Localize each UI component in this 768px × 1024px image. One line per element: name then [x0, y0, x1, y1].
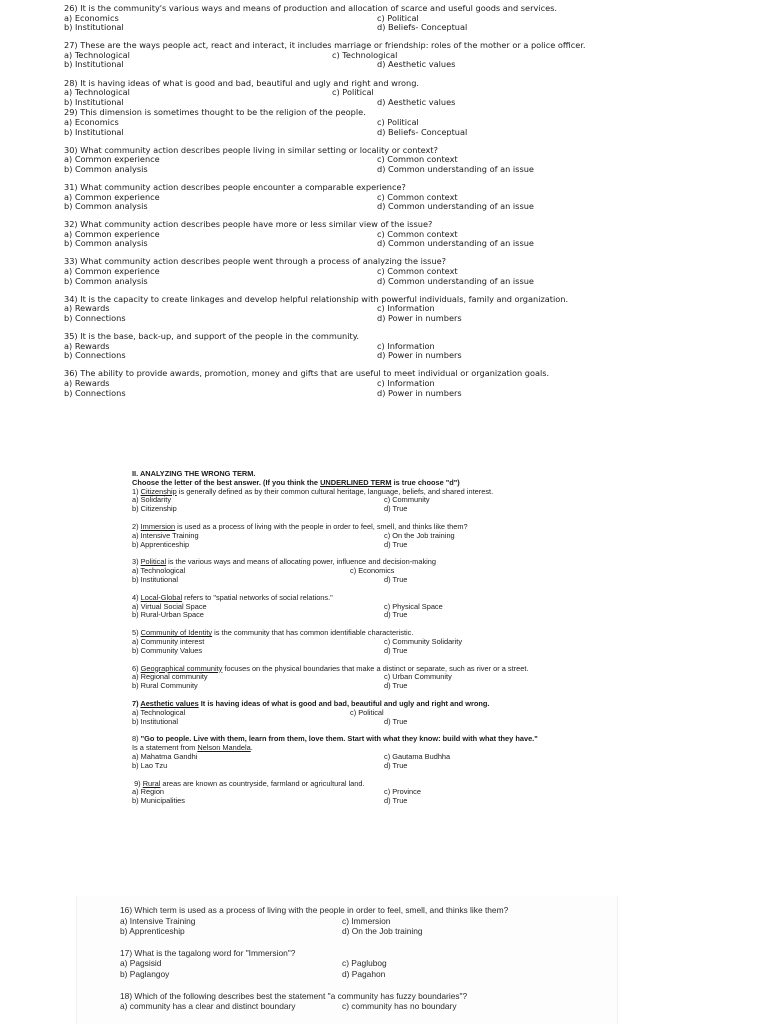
- item-number: 2): [132, 521, 141, 531]
- choice-a: a) Virtual Social Space: [132, 601, 207, 611]
- choice-d: d) True: [384, 539, 408, 549]
- underlined-term: Community of Identity: [140, 628, 213, 638]
- section-title: II. ANALYZING THE WRONG TERM.: [132, 469, 256, 478]
- choice-a: a) Mahatma Gandhi: [132, 751, 198, 761]
- item-2: [132, 523, 672, 549]
- underlined-term: Geographical community: [140, 663, 223, 673]
- choice-b: b) Common analysis: [64, 275, 148, 286]
- choice-c: c) Province: [384, 787, 421, 797]
- choice-a: a) Economics: [64, 116, 119, 127]
- choice-a: a) Regional community: [132, 672, 208, 682]
- item-text: is generally defined as by their common cultural heritage, language, beliefs, and shared interest.: [176, 486, 494, 496]
- item-1: [132, 488, 672, 514]
- choice-d: d) Common understanding of an issue: [377, 275, 534, 286]
- question-33: [64, 257, 704, 286]
- choice-a: a) Rewards: [64, 303, 110, 314]
- choice-a: a) Technological: [64, 87, 130, 98]
- item-stem: [132, 700, 672, 709]
- choice-b: b) Rural Community: [132, 681, 198, 691]
- question-stem: 26) It is the community's various ways and means of production and allocation of scarce and useful goods and services.: [64, 3, 557, 13]
- choice-c: c) Political: [377, 12, 419, 23]
- choice-d: d) Beliefs- Conceptual: [377, 22, 468, 33]
- multiple-choice-section-3: [120, 905, 600, 1023]
- choice-d: d) Common understanding of an issue: [377, 201, 534, 212]
- quote-text: "Go to people. Live with them, learn from them, love them. Start with what they know: build with what they have.": [140, 734, 538, 744]
- item-number: 4): [132, 592, 141, 602]
- choice-c: c) Paglubog: [342, 958, 387, 969]
- item-number: 7): [132, 698, 141, 708]
- choice-d: d) Pagahon: [342, 968, 386, 979]
- item-text: is used as a process of living with the people in order to feel, smell, and thinks like them?: [175, 521, 468, 531]
- choice-a: a) community has a clear and distinct boundary: [120, 1001, 296, 1012]
- choice-c: c) Community: [384, 495, 430, 505]
- choice-c: c) Economics: [350, 566, 395, 576]
- choice-c: c) Common context: [377, 154, 458, 165]
- question-18: [120, 991, 600, 1012]
- question-34: [64, 295, 704, 324]
- choice-c: c) Urban Community: [384, 672, 452, 682]
- question-17: [120, 948, 600, 980]
- item-number: 3): [132, 557, 141, 567]
- choice-a: a) Technological: [132, 566, 186, 576]
- item-number: 6): [132, 663, 141, 673]
- choice-d: d) True: [384, 610, 408, 620]
- choice-a: a) Common experience: [64, 191, 160, 202]
- question-stem: 18) Which of the following describes best the statement "a community has fuzzy boundaries"?: [120, 990, 468, 1001]
- choice-c: c) Common context: [377, 266, 458, 277]
- choice-d: d) Aesthetic values: [377, 59, 456, 70]
- choice-a: a) Common experience: [64, 228, 160, 239]
- choice-b: b) Rural-Urban Space: [132, 610, 204, 620]
- choice-b: b) Institutional: [64, 126, 124, 137]
- choice-b: b) Apprenticeship: [120, 926, 185, 937]
- choice-c: c) On the Job training: [384, 530, 455, 540]
- question-28: [64, 79, 704, 108]
- underlined-term: Rural: [142, 778, 161, 788]
- item-text: areas are known as countryside, farmland or agricultural land.: [160, 778, 365, 788]
- choice-a: a) Intensive Training: [132, 530, 199, 540]
- choice-b: b) Apprenticeship: [132, 539, 190, 549]
- choice-b: b) Community Values: [132, 645, 203, 655]
- choice-c: c) Common context: [377, 228, 458, 239]
- item-9: [132, 780, 672, 806]
- choice-a: a) Technological: [132, 707, 186, 717]
- choice-c: c) Immersion: [342, 915, 391, 926]
- choice-b: b) Common analysis: [64, 201, 148, 212]
- choice-c: c) Political: [350, 707, 384, 717]
- question-stem: 30) What community action describes people living in similar setting or locality or context?: [64, 144, 438, 155]
- choice-d: d) True: [384, 716, 408, 726]
- choice-a: a) Solidarity: [132, 495, 172, 505]
- choice-c: c) Information: [377, 340, 435, 351]
- choice-d: d) Common understanding of an issue: [377, 238, 534, 249]
- choice-b: b) Municipalities: [132, 796, 185, 806]
- choice-c: c) Information: [377, 303, 435, 314]
- item-8: [132, 735, 672, 770]
- question-26: [64, 4, 704, 33]
- item-5: [132, 629, 672, 655]
- choice-a: a) Pagsisid: [120, 958, 162, 969]
- choice-c: c) Community Solidarity: [384, 636, 463, 646]
- choice-b: b) Institutional: [132, 716, 179, 726]
- item-text: refers to "spatial networks of social relations.": [182, 592, 333, 602]
- choice-b: b) Connections: [64, 350, 126, 361]
- choice-d: d) True: [384, 681, 408, 691]
- instructions-text-end: is true choose "d"): [391, 477, 460, 487]
- item-text: focuses on the physical boundaries that make a distinct or separate, such as river or a street.: [222, 663, 529, 673]
- choice-a: a) Technological: [64, 49, 130, 60]
- choice-a: a) Common experience: [64, 266, 160, 277]
- choice-d: d) True: [384, 796, 408, 806]
- question-stem: 33) What community action describes people went through a process of analyzing the issue?: [64, 256, 447, 267]
- choice-a: a) Rewards: [64, 377, 110, 388]
- question-stem: 32) What community action describes people have more or less similar view of the issue?: [64, 219, 433, 230]
- question-30: [64, 146, 704, 175]
- question-27: [64, 41, 704, 70]
- item-3: [132, 558, 672, 584]
- choice-d: d) Common understanding of an issue: [377, 163, 534, 174]
- item-text: It is having ideas of what is good and bad, beautiful and ugly and right and wrong.: [198, 698, 490, 708]
- choice-c: c) Political: [377, 116, 419, 127]
- choice-b: b) Institutional: [64, 22, 124, 33]
- question-29: [64, 108, 704, 137]
- instructions-underlined-term: UNDERLINED TERM: [320, 477, 392, 487]
- choice-b: b) Institutional: [64, 59, 124, 70]
- choice-c: c) Information: [377, 377, 435, 388]
- underlined-term: Nelson Mandela: [197, 743, 251, 753]
- item-number: 8): [132, 734, 141, 744]
- item-number: 5): [132, 628, 141, 638]
- choice-d: d) Beliefs- Conceptual: [377, 126, 468, 137]
- underlined-term: Political: [140, 557, 167, 567]
- choice-c: c) community has no boundary: [342, 1001, 457, 1012]
- choice-a: a) Common experience: [64, 154, 160, 165]
- item-6: [132, 665, 672, 691]
- item-stem: [132, 558, 672, 567]
- underlined-term: Citizenship: [140, 486, 177, 496]
- question-stem: 36) The ability to provide awards, promotion, money and gifts that are useful to meet individual or organization goals.: [64, 368, 550, 379]
- choice-d: d) On the Job training: [342, 926, 423, 937]
- question-stem: 31) What community action describes people encounter a comparable experience?: [64, 181, 406, 192]
- choice-d: d) True: [384, 645, 408, 655]
- underlined-term: Local-Global: [140, 592, 183, 602]
- question-35: [64, 332, 704, 361]
- choice-c: c) Gautama Budhha: [384, 751, 451, 761]
- question-32: [64, 220, 704, 249]
- choice-a: a) Intensive Training: [120, 915, 196, 926]
- choice-a: a) Region: [132, 787, 165, 797]
- choice-b: b) Common analysis: [64, 163, 148, 174]
- choice-c: c) Common context: [377, 191, 458, 202]
- item-7: [132, 700, 672, 726]
- choice-b: b) Lao Tzu: [132, 760, 168, 770]
- question-stem: 29) This dimension is sometimes thought to be the religion of the people.: [64, 107, 366, 118]
- choice-b: b) Paglangoy: [120, 968, 170, 979]
- item-4: [132, 594, 672, 620]
- choice-a: a) Community interest: [132, 636, 205, 646]
- choice-d: d) Power in numbers: [377, 387, 462, 398]
- choice-a: a) Rewards: [64, 340, 110, 351]
- choice-b: b) Institutional: [64, 96, 124, 107]
- choice-b: b) Citizenship: [132, 504, 177, 514]
- choice-d: d) Power in numbers: [377, 350, 462, 361]
- choice-c: c) Political: [332, 87, 374, 98]
- item-text-end: .: [250, 743, 253, 753]
- choice-c: c) Technological: [332, 49, 398, 60]
- item-text: is the various ways and means of allocating power, influence and decision-making: [166, 557, 437, 567]
- question-stem: 17) What is the tagalong word for "Immersion"?: [120, 947, 296, 958]
- item-text: is the community that has common identifiable characteristic.: [212, 628, 414, 638]
- question-36: [64, 369, 704, 398]
- question-stem: 16) Which term is used as a process of living with the people in order to feel, smell, and thinks like them?: [120, 905, 509, 915]
- choice-b: b) Institutional: [132, 574, 179, 584]
- multiple-choice-section-1: [64, 4, 704, 407]
- question-stem: 34) It is the capacity to create linkages and develop helpful relationship with powerful individuals, family and organization.: [64, 293, 569, 304]
- item-number: 9): [134, 778, 143, 788]
- question-stem: 35) It is the base, back-up, and support of the people in the community.: [64, 331, 359, 342]
- choice-d: d) True: [384, 574, 408, 584]
- choice-d: d) True: [384, 504, 408, 514]
- choice-d: d) Power in numbers: [377, 312, 462, 323]
- underlined-term: Aesthetic values: [140, 698, 199, 708]
- choice-d: d) Aesthetic values: [377, 96, 456, 107]
- item-number: 1): [132, 486, 141, 496]
- item-text: Is a statement from: [132, 743, 198, 753]
- choice-a: a) Economics: [64, 12, 119, 23]
- choice-b: b) Common analysis: [64, 238, 148, 249]
- choice-d: d) True: [384, 760, 408, 770]
- question-stem: 28) It is having ideas of what is good and bad, beautiful and ugly and right and wrong.: [64, 77, 420, 88]
- question-16: [120, 905, 600, 937]
- choice-c: c) Physical Space: [384, 601, 443, 611]
- underlined-term: Immersion: [140, 521, 176, 531]
- analyzing-wrong-term-section: [132, 470, 672, 806]
- choice-b: b) Connections: [64, 312, 126, 323]
- choice-b: b) Connections: [64, 387, 126, 398]
- question-stem: 27) These are the ways people act, react and interact, it includes marriage or friendship: roles of the mother or a police officer.: [64, 40, 586, 51]
- instructions-text: Choose the letter of the best answer. (If you think the: [132, 477, 321, 487]
- question-31: [64, 183, 704, 212]
